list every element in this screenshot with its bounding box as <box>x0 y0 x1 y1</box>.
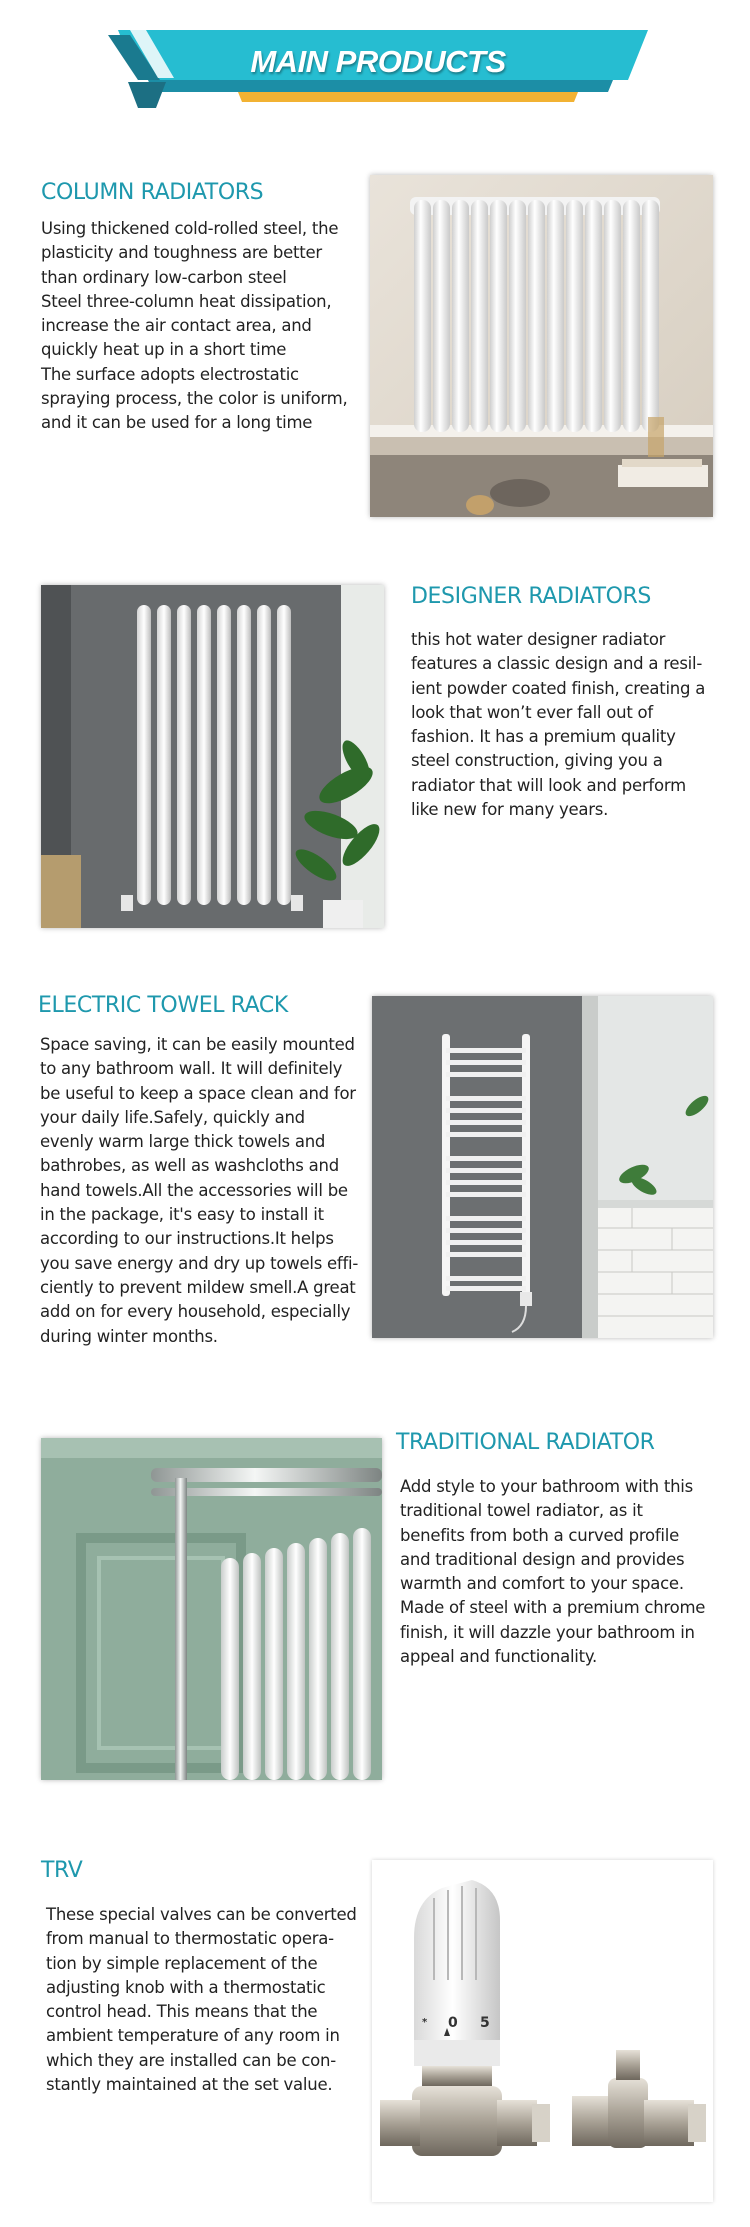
text-line: appeal and functionality. <box>400 1647 597 1667</box>
text-line: finish, it will dazzle your bathroom in <box>400 1622 695 1642</box>
section-title-designer-radiators: DESIGNER RADIATORS <box>411 584 651 609</box>
text-line: like new for many years. <box>411 800 609 820</box>
text-line: increase the air contact area, and <box>41 316 312 336</box>
section-text-designer-radiators <box>411 628 705 822</box>
section-text-trv <box>46 1903 357 2097</box>
text-line: radiator that will look and perform <box>411 775 686 795</box>
electric-towel-rack-photo <box>372 996 713 1338</box>
text-line: fashion. It has a premium quality <box>411 727 676 747</box>
text-line: tion by simple replacement of the <box>46 1953 318 1973</box>
text-line: from manual to thermostatic opera- <box>46 1929 334 1949</box>
text-line: Using thickened cold-rolled steel, the <box>41 219 339 238</box>
text-line: Steel three-column heat dissipation, <box>41 291 332 311</box>
text-line: according to our instructions.It helps <box>40 1229 334 1249</box>
text-line: features a classic design and a resil- <box>411 654 703 674</box>
text-line: add on for every household, especially <box>40 1302 351 1322</box>
text-line: hand towels.All the accessories will be <box>40 1180 348 1200</box>
designer-radiator-photo <box>41 585 384 928</box>
text-line: evenly warm large thick towels and <box>40 1132 326 1152</box>
banner-title: MAIN PRODUCTS <box>250 44 506 79</box>
section-title-electric-towel-rack: ELECTRIC TOWEL RACK <box>38 993 288 1018</box>
text-line: ambient temperature of any room in <box>46 2026 340 2046</box>
text-line: ient powder coated finish, creating a <box>411 678 706 698</box>
text-line: in the package, it's easy to install it <box>40 1205 324 1225</box>
section-text-electric-towel-rack <box>40 1033 358 1349</box>
text-line: ciently to prevent mildew smell.A great <box>40 1277 356 1297</box>
trv-dial-mark-5: 5 <box>480 2015 490 2031</box>
text-line: to any bathroom wall. It will definitely <box>40 1059 343 1079</box>
trv-valve-photo <box>372 1860 713 2202</box>
text-line: spraying process, the color is uniform, <box>41 389 348 409</box>
svg-text:*: * <box>422 2017 428 2028</box>
text-line: quickly heat up in a short time <box>41 340 287 360</box>
section-text-column-radiators <box>41 217 347 436</box>
text-line: Made of steel with a premium chrome <box>400 1598 706 1618</box>
text-line: The surface adopts electrostatic <box>41 364 299 384</box>
text-line: during winter months. <box>40 1326 218 1346</box>
text-line: be useful to keep a space clean and for <box>40 1083 356 1103</box>
section-title-trv: TRV <box>41 1858 83 1883</box>
text-line: adjusting knob with a thermostatic <box>46 1977 326 1997</box>
section-text-traditional-radiator <box>400 1475 705 1669</box>
text-line: stantly maintained at the set value. <box>46 2075 333 2095</box>
text-line: warmth and comfort to your space. <box>400 1574 684 1594</box>
text-line: benefits from both a curved profile <box>400 1525 679 1545</box>
main-products-banner <box>108 30 648 112</box>
text-line: look that won’t ever fall out of <box>411 702 653 722</box>
text-line: Add style to your bathroom with this <box>400 1477 693 1496</box>
text-line: bathrobes, as well as washcloths and <box>40 1156 339 1176</box>
text-line: than ordinary low-carbon steel <box>41 267 287 287</box>
text-line: which they are installed can be con- <box>46 2050 336 2070</box>
section-title-column-radiators: COLUMN RADIATORS <box>41 180 264 205</box>
text-line: and it can be used for a long time <box>41 413 313 433</box>
column-radiator-photo <box>370 175 713 517</box>
text-line: plasticity and toughness are better <box>41 243 322 263</box>
text-line: you save energy and dry up towels effi- <box>40 1253 359 1273</box>
text-line: traditional towel radiator, as it <box>400 1501 643 1521</box>
section-title-traditional-radiator: TRADITIONAL RADIATOR <box>396 1430 655 1455</box>
text-line: this hot water designer radiator <box>411 630 666 649</box>
traditional-radiator-photo <box>41 1438 382 1780</box>
text-line: These special valves can be converted <box>46 1905 357 1924</box>
text-line: your daily life.Safely, quickly and <box>40 1107 305 1127</box>
text-line: steel construction, giving you a <box>411 751 663 771</box>
text-line: and traditional design and provides <box>400 1549 685 1569</box>
text-line: control head. This means that the <box>46 2002 318 2022</box>
text-line: Space saving, it can be easily mounted <box>40 1035 355 1054</box>
trv-dial-mark-0: 0 <box>448 2015 458 2031</box>
